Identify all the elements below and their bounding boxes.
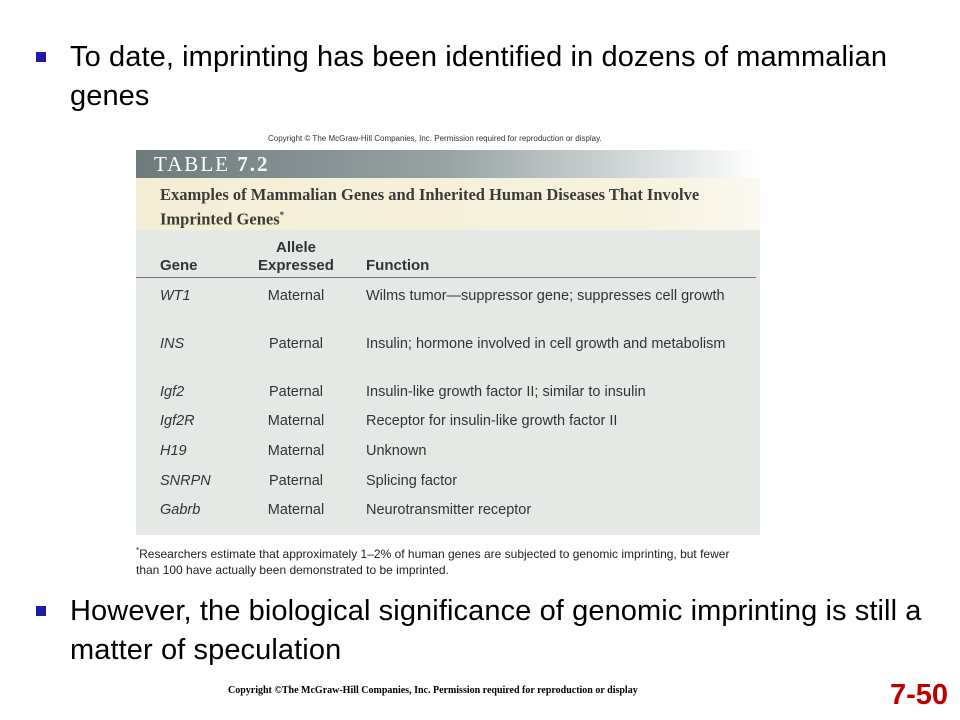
allele-cell: Paternal xyxy=(268,384,323,400)
table-tag-bar xyxy=(136,150,760,178)
header-rule xyxy=(136,277,756,278)
footnote-mark: * xyxy=(136,546,140,555)
gene-cell: Gabrb xyxy=(160,502,201,518)
bullet-item xyxy=(36,38,936,116)
function-cell: Wilms tumor—suppressor gene; suppresses cell growth xyxy=(366,288,725,304)
table-header-band xyxy=(136,150,760,230)
allele-cell: Maternal xyxy=(267,288,325,304)
table-copyright: Copyright © The McGraw-Hill Companies, Inc. Permission required for reproduction or display. xyxy=(268,134,602,143)
footnote-text: Researchers estimate that approximately 1–2% of human genes are subjected to genomic imprinting, but fewer than 100 have actually been demonstrated to be imprinted. xyxy=(136,547,730,577)
table-title xyxy=(160,184,750,230)
table-footnote xyxy=(136,543,736,578)
column-header-allele-line1: Allele xyxy=(275,239,317,256)
gene-table-figure xyxy=(136,150,760,535)
allele-cell: Paternal xyxy=(268,336,323,352)
function-cell: Splicing factor xyxy=(366,473,458,489)
gene-cell: Igf2R xyxy=(160,413,195,429)
column-header-gene: Gene xyxy=(160,257,198,274)
function-cell: Insulin-like growth factor II; similar to insulin xyxy=(366,384,646,400)
bullet-square-icon xyxy=(36,606,46,616)
table-title-text: Examples of Mammalian Genes and Inherited Human Diseases That Involve Imprinted Genes xyxy=(160,185,700,229)
column-header-function: Function xyxy=(366,257,430,274)
gene-cell: INS xyxy=(160,336,185,352)
table-label-word: TABLE xyxy=(154,152,230,176)
allele-cell: Maternal xyxy=(267,502,325,518)
function-cell: Insulin; hormone involved in cell growth and metabolism xyxy=(366,336,726,352)
table-label xyxy=(154,152,269,177)
table-title-footnote-mark: * xyxy=(279,210,285,220)
gene-cell: H19 xyxy=(160,443,187,459)
bullet-text: However, the biological significance of genomic imprinting is still a matter of speculation xyxy=(70,595,922,666)
function-cell: Neurotransmitter receptor xyxy=(366,502,532,518)
column-header-allele xyxy=(250,239,342,275)
slide-number: 7-50 xyxy=(889,679,948,711)
slide-copyright: Copyright ©The McGraw-Hill Companies, Inc. Permission required for reproduction or display xyxy=(228,685,638,696)
column-header-allele-line2: Expressed xyxy=(258,257,334,274)
allele-cell: Maternal xyxy=(267,443,325,459)
gene-cell: Igf2 xyxy=(160,384,185,400)
gene-cell: WT1 xyxy=(160,288,191,304)
allele-cell: Paternal xyxy=(268,473,323,489)
bullet-square-icon xyxy=(36,52,46,62)
table-label-number: 7.2 xyxy=(237,152,270,176)
gene-cell: SNRPN xyxy=(160,473,211,489)
function-cell: Unknown xyxy=(366,443,427,459)
function-cell: Receptor for insulin-like growth factor II xyxy=(366,413,618,429)
bullet-item xyxy=(36,592,936,670)
allele-cell: Maternal xyxy=(267,413,325,429)
bullet-text: To date, imprinting has been identified in dozens of mammalian genes xyxy=(70,41,888,112)
